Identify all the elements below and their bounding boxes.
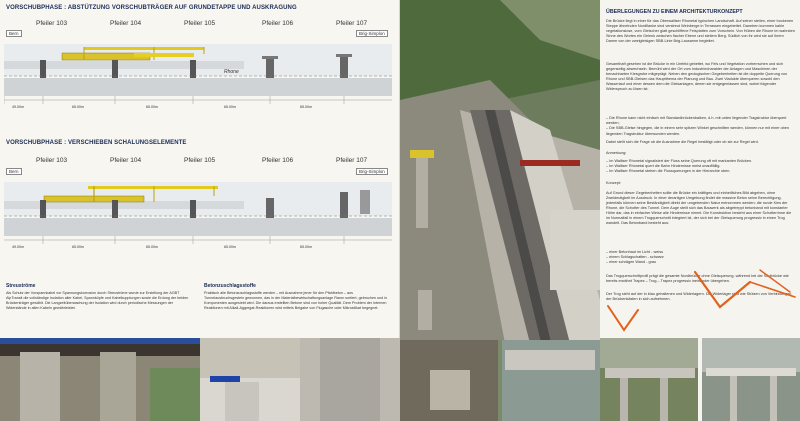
right-note-label: Anmerkung: [606,151,627,155]
phase1-span-5: 65.00m [300,105,312,109]
list-item: – einer schrägen Wand - grau [606,260,795,265]
phase1-pillar-labels [0,20,400,30]
phase1-pillar-104: Pfeiler 104 [110,20,142,27]
phase1-title: VORSCHUBPHASE : ABSTÜTZUNG VORSCHUBTRÄGER AUF GRUNDETAPPE UND AUSKRAGUNG [6,5,297,11]
phase1-diagram [4,38,392,110]
list-item: – einer Betonhaut im Licht - weiss [606,250,795,255]
list-item: – einem Schlagschatten - schwarz [606,255,795,260]
right-concept-label: Konzept: [606,181,621,185]
phase1-tag-bern: Bern [6,30,22,37]
phase2-pillar-106: Pfeiler 106 [262,157,294,164]
left-photo-strip [0,338,400,421]
right-para-4: Auf Grund dieser Gegebenheiten sollte die Brücke ein kräftiges und einheitliches Bild abgeben, ohne Zweideutigkeit im Ausdruck. In einer derartigen Umgebung findet die massive Beton seine Berechtigung, jedenfalls können seine Beständigkeit direkt der umgebenden Natur entnommen werden: die runde Kies der Rhone, die Schotter des Tunnel. Dem Auge stellt sich das Bauwerk als abgetreppt betonband mit konstanter Höhe dar, das in einfacher Weise alle Hindernisse nimmt. Die Konstruktion besteht aus einer Schotterrinne die im Normalfall in einem Trogquerschnitt integriert ist, der sich bei der Gleisquerung progressiv in einen Trog wandelt. Das Betonband besteht aus: [606,191,792,225]
phase1-span-2: 65.00m [72,105,84,109]
right-page-title: ÜBERLEGUNGEN ZU EINEM ARCHITEKTURKONZEPT [606,9,743,15]
phase2-pillar-105: Pfeiler 105 [184,157,216,164]
phase2-pillar-104: Pfeiler 104 [110,157,142,164]
list-item: – Die Rhone kann nicht einfach mit Standardbrückenbalken, d.h. mit unten liegender Tragstruktur überquert werden; [606,116,795,126]
phase2-span-3: 65.00m [146,245,158,249]
right-photo-strip [600,338,800,421]
orange-sketch-mark [690,262,800,322]
list-item: – Im Walliser Rhonetal quert die Bahn Hindernisse meist unauffällig. [606,164,795,169]
orange-sketch-mark-small [604,300,644,340]
caption-right-title: Betonzuschlagsstoffe [204,283,256,289]
phase1-river-label: Rhone [224,69,239,75]
phase1-span-4: 65.00m [224,105,236,109]
list-item: – Die SBB-Gleise hingegen, die in einem sehr spitzen Winkel geschnitten werden, können nur mit einer oben liegenden Tragstruktur überwunden werden. [606,126,795,136]
phase2-title: VORSCHUBPHASE : VERSCHIEBEN SCHALUNGSELEMENTE [6,140,187,146]
phase2-tag-bern: Bern [6,168,22,175]
caption-left-text: Als Schutz der Vorspannkabel vor Spannungskorrosion durch Streuströme wurde zur Erstellung der AGBT AlpTransit die vollständige Isolation aller Kabel, Spannköpfe und Kabelkupplungen sowie die Erdung der beiden Brückenträger gewählt. Die Langzeitüberwachung der Isolation wird durch periodische Messungen der Widerstände in allen Kabeln gewährleistet. [6,291,189,310]
list-item: – Im Walliser Rhonetal signalisiert der Fluss seine Querung oft mit markanten Brücken. [606,159,795,164]
phase1-span-1: 49.00m [12,105,24,109]
phase2-pillar-107: Pfeiler 107 [336,157,368,164]
phase1-tag-brig: Brig-Simplon [356,30,388,37]
right-para-1: Die Brücke liegt in einer für das Oberwalliser Rhonetal typischen Landschaft. Auf seiner steilen, einer trockenen Steppe ähnelnden Nordflanke sind verstreut Weinberge in Terrassen eingebettet. Daneben kommen kahle vegetationslose, vom Gletscher glatt geschliffene Felsplatten zum Vorschein. Von Hüben die Rhone im wahrsten Sinne des Wortes ein Gelenk zwischen flacher Ebene und steilem Berg. Südlich von ihr wird sie auf ihrem Damm von der zweigleisigen SBB-Linie Brig-Lausanne begleitet. [606,19,795,43]
phase1-pillar-105: Pfeiler 105 [184,20,216,27]
caption-right-text: Praktisch alle Betonzuschlagsstoffe werden – mit Ausnahme jener für den Pfahlbeton – aus Tunnelausbruchsgestein gewonnen, das in der Materialbewirtschaftungsanlage Raron sortiert, gebrochen und in Komponenten ausgesiebt wird. Die daraus erstellten Betone sind von hoher Qualität. Dem Problem der internen Reaktionen mit Alkali-Aggregat-Reaktionen wird mittels Beigabe von Flugasche oder Mikrosilikat begegnet. [204,291,388,310]
phase1-pillar-107: Pfeiler 107 [336,20,368,27]
phase2-span-5: 65.00m [300,245,312,249]
photo-page [400,0,600,421]
right-para-2: Gesamthaft gesehen ist die Brücke in ein Umfeld gebettet, wo Fels und Vegetation vorherrschen und sich gegenseitig abwechseln. Bemüht wird der Ort vom Industriecharakter der Anlagen und Maschinen der benachbarten Kiesgrube mitgeprägt. Neben den geologischen Gegebenheiten ist die doppelte Querung von Rhone und SBB-Gleisen das Hauptthema der Planung und Bau. Zwei Viadukte überqueren sowohl den Wasserlauf und einer dessen dem die Gleisanlagen, denen sie entgegenlassen sind, wobei folgender Widerspruch zu lösen ist: [606,62,788,91]
right-list-1 [606,116,795,137]
right-para-6: Der Trog sieht auf der in blau gehaltenen und Widerlagern. Die Widerlager sind wie Stützen von Verbindungen der Brückenkästen in sich aufnehmen. [606,292,792,301]
phase2-span-2: 65.00m [72,245,84,249]
right-para-5: Das Trogquerschnittprofil prägt die gesamte Nordbrücke ohne Gleisquerung, während bei der Südbrücke wie bereits erwähnt Trapez – Trog – Trapez progressiv ineinander übergehen. [606,274,789,283]
phase2-pillar-labels [0,157,400,167]
list-item: – Im Walliser Rhonetal stehen die Flussquerungen in der Hierarchie oben. [606,169,795,174]
right-para-3: Dabei stellt sich die Frage ob die Ausnahme die Regel bestätigt oder ob sie zur Regel wird. [606,140,759,144]
phase2-tag-brig: Brig-Simplon [356,168,388,175]
phase2-span-1: 49.00m [12,245,24,249]
right-list-2 [606,159,795,175]
phase1-pillar-106: Pfeiler 106 [262,20,294,27]
caption-left-title: Streuströme [6,283,36,289]
phase1-span-3: 65.00m [146,105,158,109]
phase2-diagram [4,176,392,250]
phase2-pillar-103: Pfeiler 103 [36,157,68,164]
phase1-pillar-103: Pfeiler 103 [36,20,68,27]
phase2-span-4: 65.00m [224,245,236,249]
